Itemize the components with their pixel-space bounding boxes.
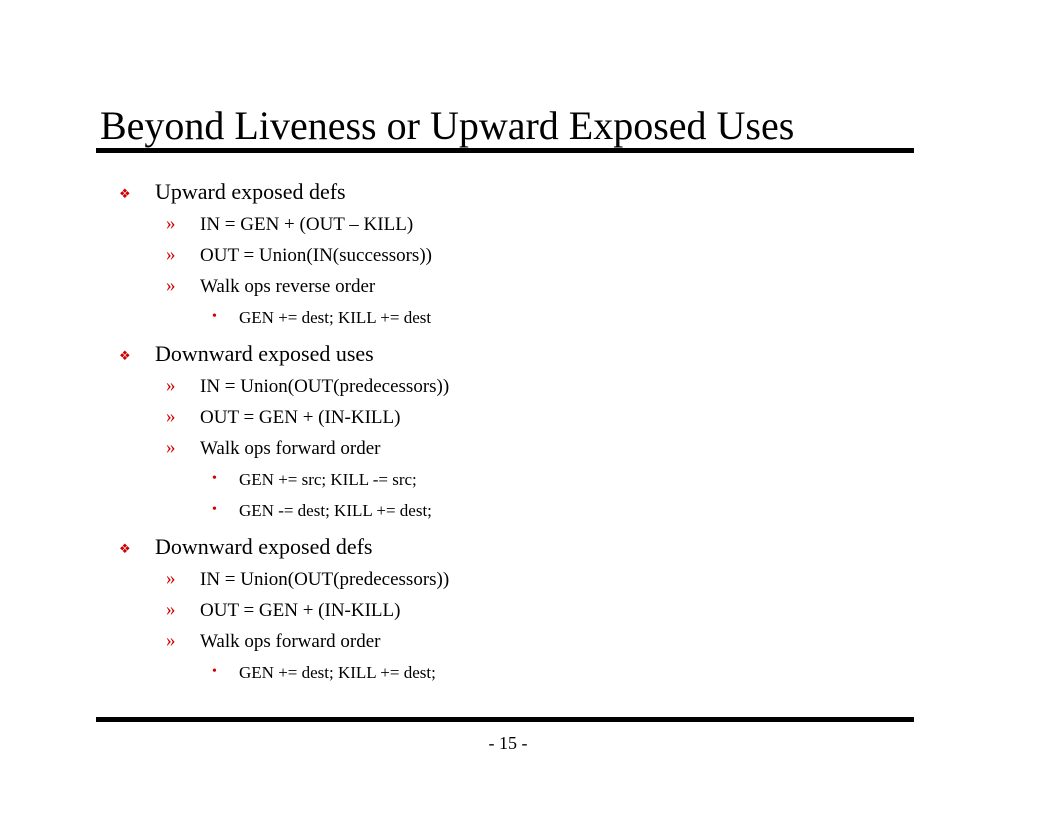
sub-item-text: GEN += dest; KILL += dest: [239, 308, 432, 327]
section-heading: Downward exposed defs: [155, 534, 373, 559]
list-item-level3: [0, 469, 1000, 491]
list-item-level2: [0, 275, 1000, 299]
diamond-bullet-icon: ❖: [119, 348, 131, 363]
footer-divider: [96, 717, 914, 722]
list-item-level3: [0, 500, 1000, 522]
list-item-text: Walk ops forward order: [200, 438, 381, 459]
list-item-text: OUT = Union(IN(successors)): [200, 245, 432, 266]
chevron-bullet-icon: »: [166, 213, 176, 234]
list-item-level2: [0, 630, 1000, 654]
diamond-bullet-icon: ❖: [119, 541, 131, 556]
list-item-text: OUT = GEN + (IN-KILL): [200, 600, 401, 621]
section-heading: Upward exposed defs: [155, 179, 346, 204]
chevron-bullet-icon: »: [166, 437, 176, 458]
sub-item-text: GEN -= dest; KILL += dest;: [239, 501, 432, 520]
list-item-level2: [0, 244, 1000, 268]
list-item-level3: [0, 662, 1000, 684]
list-item-level2: [0, 568, 1000, 592]
sub-item-text: GEN += src; KILL -= src;: [239, 470, 417, 489]
dot-bullet-icon: •: [212, 664, 217, 679]
list-item-level2: [0, 599, 1000, 623]
chevron-bullet-icon: »: [166, 406, 176, 427]
list-item-level1: [0, 178, 1000, 206]
sub-item-text: GEN += dest; KILL += dest;: [239, 663, 436, 682]
list-item-text: IN = Union(OUT(predecessors)): [200, 376, 450, 397]
list-item-level1: [0, 533, 1000, 561]
list-item-level2: [0, 437, 1000, 461]
dot-bullet-icon: •: [212, 471, 217, 486]
list-item-level2: [0, 375, 1000, 399]
list-item-text: IN = GEN + (OUT – KILL): [200, 214, 414, 235]
section-heading: Downward exposed uses: [155, 341, 374, 366]
list-item-text: Walk ops reverse order: [200, 276, 376, 297]
chevron-bullet-icon: »: [166, 599, 176, 620]
diamond-bullet-icon: ❖: [119, 186, 131, 201]
chevron-bullet-icon: »: [166, 630, 176, 651]
list-item-text: Walk ops forward order: [200, 631, 381, 652]
list-item-level2: [0, 213, 1000, 237]
list-item-level3: [0, 307, 1000, 329]
title-divider: [96, 148, 914, 153]
list-item-text: OUT = GEN + (IN-KILL): [200, 407, 401, 428]
chevron-bullet-icon: »: [166, 244, 176, 265]
dot-bullet-icon: •: [212, 502, 217, 517]
list-item-level1: [0, 340, 1000, 368]
chevron-bullet-icon: »: [166, 375, 176, 396]
page-number: - 15 -: [488, 733, 528, 753]
chevron-bullet-icon: »: [166, 275, 176, 296]
chevron-bullet-icon: »: [166, 568, 176, 589]
list-item-text: IN = Union(OUT(predecessors)): [200, 569, 450, 590]
slide-title: Beyond Liveness or Upward Exposed Uses: [100, 103, 795, 148]
list-item-level2: [0, 406, 1000, 430]
dot-bullet-icon: •: [212, 309, 217, 324]
